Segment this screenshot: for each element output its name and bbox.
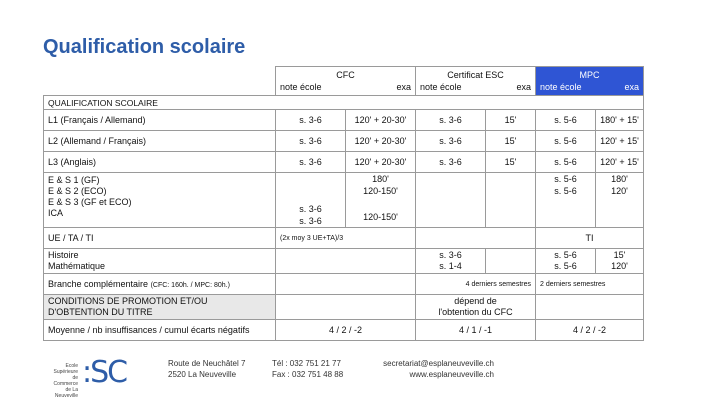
qualification-table [43, 66, 644, 341]
section-header: QUALIFICATION SCOLAIRE [44, 96, 644, 110]
page-title: Qualification scolaire [43, 36, 246, 58]
table-row-moyenne: Moyenne / nb insuffisances / cumul écarts négatifs 4 / 2 / -2 4 / 1 / -1 4 / 2 / -2 [44, 320, 644, 341]
table-row-hm: Histoire Mathématique s. 3-6 s. 1-4 s. 5-6 s. 5-6 15' 120' [44, 249, 644, 274]
section-conditions: CONDITIONS DE PROMOTION ET/OU D'OBTENTION DU TITRE dépend de l'obtention du CFC [44, 295, 644, 320]
footer-contact: secretariat@esplaneuveville.ch www.esplaneuveville.ch [383, 359, 494, 379]
header-mpc: MPC note école exa [536, 67, 644, 96]
table-row: L1 (Français / Allemand) s. 3-6 120' + 20-30' s. 3-6 15' s. 5-6 180' + 15' [44, 110, 644, 131]
header-row [44, 67, 644, 96]
table-row: L2 (Allemand / Français) s. 3-6 120' + 20-30' s. 3-6 15' s. 5-6 120' + 15' [44, 131, 644, 152]
header-esc: Certificat ESC note école exa [416, 67, 536, 96]
table-row: L3 (Anglais) s. 3-6 120' + 20-30' s. 3-6 15' s. 5-6 120' + 15' [44, 152, 644, 173]
footer-address: Route de Neuchâtel 7 2520 La Neuveville [168, 359, 246, 379]
school-logo: Ecole Supérieure de Commerce de La Neuveville :SC [53, 355, 127, 399]
table-row-branche: Branche complémentaire (CFC: 160h. / MPC: 80h.) 4 derniers semestres 2 derniers semestres [44, 274, 644, 295]
header-cfc: CFC note école exa [276, 67, 416, 96]
table-row-es: E & S 1 (GF) E & S 2 (ECO) E & S 3 (GF et ECO) ICA s. 3-6 s. 3-6 180' 120-150' 120-150' s. 5-6 s. 5-6 180' 120' [44, 173, 644, 228]
table-row-ue: UE / TA / TI (2x moy 3 UE+TA)/3 TI [44, 228, 644, 249]
footer-phone: Tél : 032 751 21 77 Fax : 032 751 48 88 [272, 359, 344, 379]
